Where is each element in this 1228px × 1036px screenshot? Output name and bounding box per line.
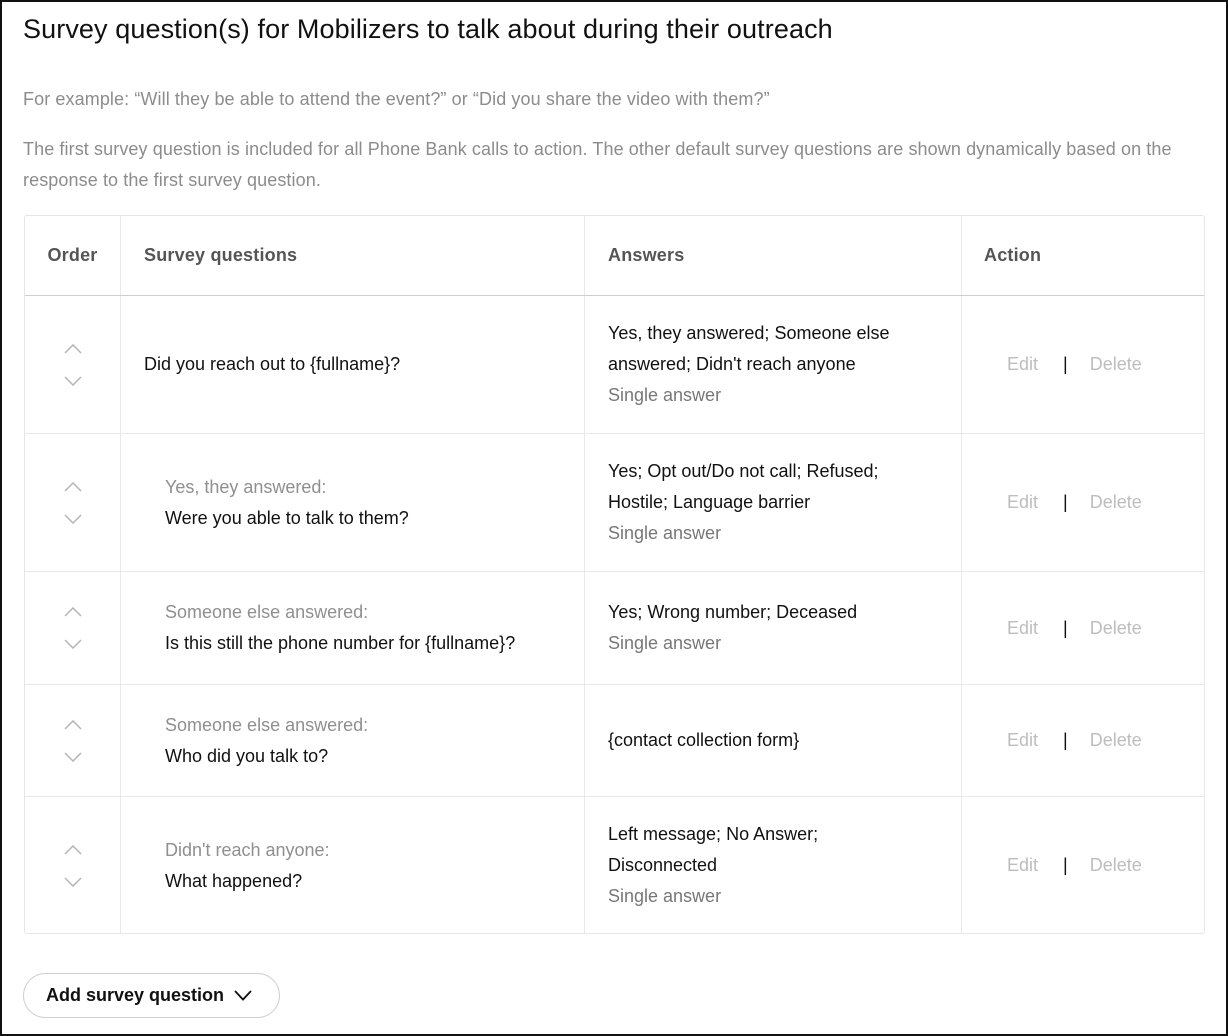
answers-text: {contact collection form} <box>608 730 800 750</box>
header-cell-action <box>962 216 1204 295</box>
add-survey-question-button[interactable] <box>23 973 280 1018</box>
answers-text: Yes, they answered; Someone else answered; Didn't reach anyone <box>608 323 890 374</box>
move-down-icon[interactable] <box>61 744 85 770</box>
header-action: Action <box>984 245 1042 265</box>
answer-mode: Single answer <box>608 633 722 653</box>
table-row <box>25 434 1204 572</box>
answers-cell <box>585 572 962 684</box>
question-text: What happened? <box>165 870 303 891</box>
action-cell <box>962 685 1204 796</box>
question-text: Who did you talk to? <box>165 745 329 766</box>
action-cell <box>962 572 1204 684</box>
edit-link[interactable]: Edit <box>1007 354 1039 374</box>
question-cell <box>121 685 585 796</box>
order-cell <box>25 296 121 433</box>
action-separator: | <box>1063 492 1068 512</box>
answers-text: Left message; No Answer; Disconnected <box>608 824 819 875</box>
info-hint: The first survey question is included for all Phone Bank calls to action. The other default survey questions are shown dynamically based on the response to the first survey question. <box>23 139 1172 190</box>
header-order: Order <box>47 245 98 265</box>
parent-answer: Someone else answered: <box>165 714 369 735</box>
example-hint: For example: “Will they be able to attend the event?” or “Did you share the video with them?” <box>23 89 770 109</box>
move-up-icon[interactable] <box>61 336 85 362</box>
header-cell-questions <box>121 216 585 295</box>
answers-cell <box>585 434 962 571</box>
header-cell-order <box>25 216 121 295</box>
delete-link[interactable]: Delete <box>1089 730 1142 750</box>
answers-cell <box>585 797 962 934</box>
move-up-icon[interactable] <box>61 474 85 500</box>
order-cell <box>25 685 121 796</box>
table-header-row <box>25 216 1204 296</box>
edit-link[interactable]: Edit <box>1007 617 1039 638</box>
order-cell <box>25 434 121 571</box>
edit-link[interactable]: Edit <box>1007 492 1039 512</box>
table-row <box>25 685 1204 797</box>
move-down-icon[interactable] <box>61 506 85 532</box>
question-cell <box>121 572 585 684</box>
table-row <box>25 797 1204 934</box>
add-survey-question-label: Add survey question <box>46 985 225 1005</box>
chevron-down-icon <box>234 990 252 1001</box>
question-text: Were you able to talk to them? <box>165 507 409 528</box>
action-separator: | <box>1063 730 1068 750</box>
question-cell <box>121 434 585 571</box>
question-cell <box>121 797 585 934</box>
move-up-icon[interactable] <box>61 599 85 625</box>
answers-text: Yes; Wrong number; Deceased <box>608 602 858 622</box>
edit-link[interactable]: Edit <box>1007 730 1039 750</box>
action-separator: | <box>1063 354 1068 374</box>
question-text: Is this still the phone number for {fullname}? <box>165 633 516 653</box>
answers-cell <box>585 685 962 796</box>
answer-mode: Single answer <box>608 385 722 405</box>
action-cell <box>962 434 1204 571</box>
order-cell <box>25 572 121 684</box>
parent-answer: Someone else answered: <box>165 602 369 622</box>
survey-questions-table <box>24 215 1205 934</box>
answer-mode: Single answer <box>608 886 722 906</box>
action-cell <box>962 797 1204 934</box>
order-cell <box>25 797 121 934</box>
move-up-icon[interactable] <box>61 837 85 863</box>
answer-mode: Single answer <box>608 523 722 543</box>
parent-answer: Yes, they answered: <box>165 476 327 497</box>
move-down-icon[interactable] <box>61 631 85 657</box>
delete-link[interactable]: Delete <box>1089 492 1142 512</box>
question-text: Did you reach out to {fullname}? <box>144 354 401 374</box>
question-cell <box>121 296 585 433</box>
delete-link[interactable]: Delete <box>1089 855 1142 875</box>
action-separator: | <box>1063 617 1068 638</box>
delete-link[interactable]: Delete <box>1089 617 1142 638</box>
delete-link[interactable]: Delete <box>1089 354 1142 374</box>
action-cell <box>962 296 1204 433</box>
move-up-icon[interactable] <box>61 712 85 738</box>
answers-cell <box>585 296 962 433</box>
table-row <box>25 572 1204 685</box>
header-answers: Answers <box>608 245 685 265</box>
table-row <box>25 296 1204 434</box>
edit-link[interactable]: Edit <box>1007 855 1039 875</box>
move-down-icon[interactable] <box>61 368 85 394</box>
move-down-icon[interactable] <box>61 869 85 895</box>
action-separator: | <box>1063 855 1068 875</box>
answers-text: Yes; Opt out/Do not call; Refused; Hostile; Language barrier <box>608 461 879 512</box>
parent-answer: Didn't reach anyone: <box>165 839 330 860</box>
header-cell-answers <box>585 216 962 295</box>
header-questions: Survey questions <box>144 245 298 265</box>
section-title: Survey question(s) for Mobilizers to talk about during their outreach <box>23 14 833 44</box>
